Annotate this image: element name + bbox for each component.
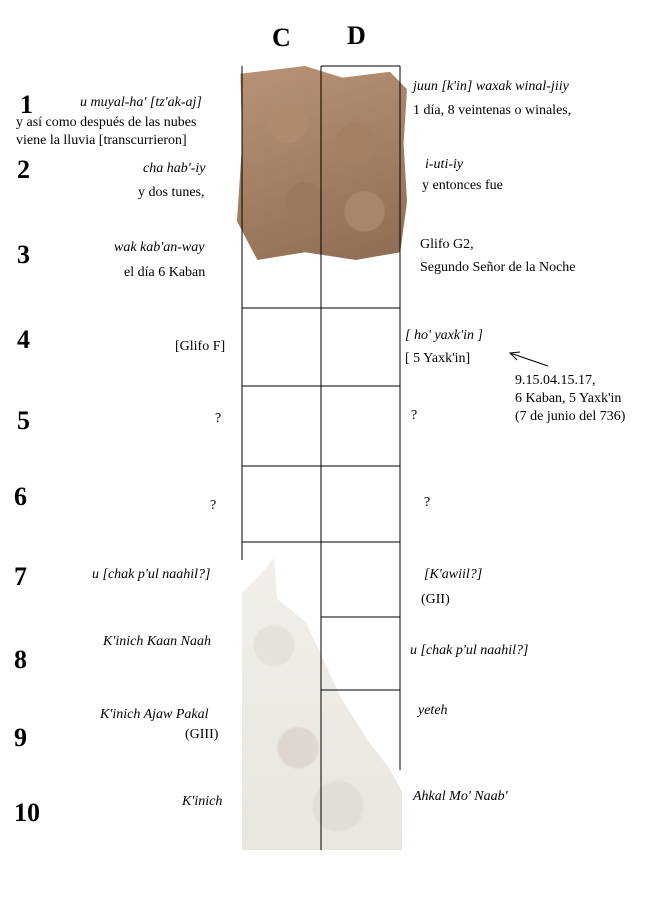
d4-translation: [ 5 Yaxk'in]	[405, 351, 471, 366]
date-annotation-line1: 9.15.04.15.17,	[515, 373, 596, 388]
d6-text: ?	[424, 495, 431, 510]
c5-text: ?	[215, 411, 222, 426]
column-header-c: C	[272, 23, 291, 52]
d10-transliteration: Ahkal Mo' Naab'	[413, 789, 508, 804]
d1-translation: 1 día, 8 veintenas o winales,	[413, 103, 572, 118]
c3-translation: el día 6 Kaban	[124, 265, 206, 280]
column-header-d: D	[347, 21, 366, 50]
c6-text: ?	[210, 498, 217, 513]
c1-transliteration: u muyal-ha' [tz'ak-aj]	[80, 95, 202, 110]
row-number-2: 2	[17, 155, 30, 184]
d8-transliteration: u [chak p'ul naahil?]	[410, 643, 529, 658]
c4-text: [Glifo F]	[175, 339, 226, 354]
row-number-8: 8	[14, 645, 27, 674]
date-annotation-line2: 6 Kaban, 5 Yaxk'in	[515, 391, 622, 406]
row-number-3: 3	[17, 240, 30, 269]
c1-translation-line1: y así como después de las nubes	[16, 115, 197, 130]
row-number-1: 1	[20, 90, 33, 119]
c9-transliteration: K'inich Ajaw Pakal	[100, 707, 209, 722]
d7-transliteration: [K'awiil?]	[424, 567, 483, 582]
row-number-7: 7	[14, 562, 27, 591]
c8-transliteration: K'inich Kaan Naah	[103, 634, 212, 649]
row-number-6: 6	[14, 482, 27, 511]
d5-text: ?	[411, 408, 418, 423]
c3-transliteration: wak kab'an-way	[114, 240, 205, 255]
d3-line2: Segundo Señor de la Noche	[420, 260, 576, 275]
d2-transliteration: i-uti-iy	[425, 157, 464, 172]
d4-transliteration: [ ho' yaxk'in ]	[405, 328, 483, 343]
annotation-arrow	[510, 352, 548, 366]
row-number-9: 9	[14, 723, 27, 752]
c9-translation: (GIII)	[185, 727, 219, 742]
row-number-4: 4	[17, 325, 30, 354]
d1-transliteration: juun [k'in] waxak winal-jiiy	[413, 79, 569, 94]
row-number-5: 5	[17, 406, 30, 435]
d3-line1: Glifo G2,	[420, 237, 474, 252]
date-annotation-line3: (7 de junio del 736)	[515, 409, 626, 424]
c2-translation: y dos tunes,	[138, 185, 205, 200]
d2-translation: y entonces fue	[422, 178, 503, 193]
d9-transliteration: yeteh	[418, 703, 448, 718]
c2-transliteration: cha hab'-iy	[143, 161, 206, 176]
c1-translation-line2: viene la lluvia [transcurrieron]	[16, 133, 187, 148]
c10-transliteration: K'inich	[182, 794, 223, 809]
c7-transliteration: u [chak p'ul naahil?]	[92, 567, 211, 582]
d7-translation: (GII)	[421, 592, 450, 607]
row-number-10: 10	[14, 798, 40, 827]
